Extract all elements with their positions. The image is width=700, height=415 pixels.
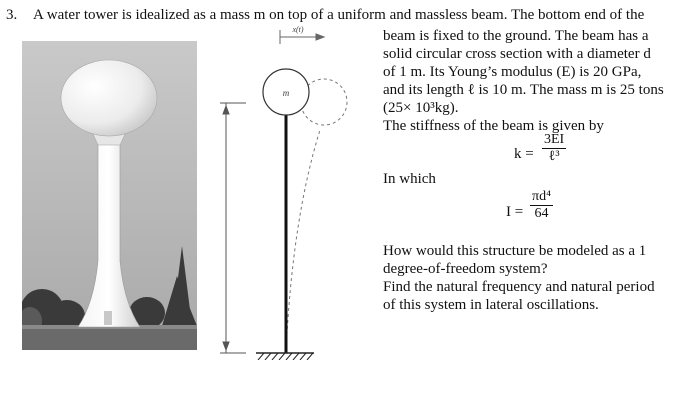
water-tower-photo <box>22 41 197 350</box>
problem-text-line-4: of 1 m. Its Young’s modulus (E) is 20 GPa, <box>383 64 642 80</box>
problem-text-line-6: (25× 10³kg). <box>383 100 459 116</box>
mass-label: m <box>282 88 290 98</box>
stiffness-lhs: k = <box>514 146 534 162</box>
problem-text-line-1: A water tower is idealized as a mass m on top of a uniform and massless beam. The bottom end of the <box>33 7 645 23</box>
question-2-line-2: of this system in lateral oscillations. <box>383 297 599 313</box>
problem-number: 3. <box>6 7 18 23</box>
stiffness-fraction <box>542 132 566 165</box>
problem-text-line-5: and its length ℓ is 10 m. The mass m is 25 tons <box>383 82 664 98</box>
stiffness-numerator: 3EI <box>544 132 565 147</box>
inertia-numerator: πd⁴ <box>532 189 551 204</box>
beam-mass-diagram <box>210 20 360 360</box>
in-which-text: In which <box>383 171 436 187</box>
inertia-denominator: 64 <box>534 206 549 221</box>
inertia-lhs: I = <box>506 204 524 220</box>
question-2-line-1: Find the natural frequency and natural period <box>383 279 655 295</box>
deflected-beam <box>286 130 320 353</box>
ground-support <box>256 353 314 360</box>
question-1-line-2: degree-of-freedom system? <box>383 261 548 277</box>
problem-text-line-7: The stiffness of the beam is given by <box>383 118 604 134</box>
length-dimension <box>220 103 246 353</box>
question-1-line-1: How would this structure be modeled as a 1 <box>383 243 647 259</box>
problem-text-line-3: solid circular cross section with a diameter d <box>383 46 651 62</box>
displacement-label: x(t) <box>292 25 304 34</box>
problem-text-line-2: beam is fixed to the ground. The beam has a <box>383 28 649 44</box>
inertia-fraction <box>530 189 553 222</box>
stiffness-denominator: ℓ³ <box>548 149 560 164</box>
